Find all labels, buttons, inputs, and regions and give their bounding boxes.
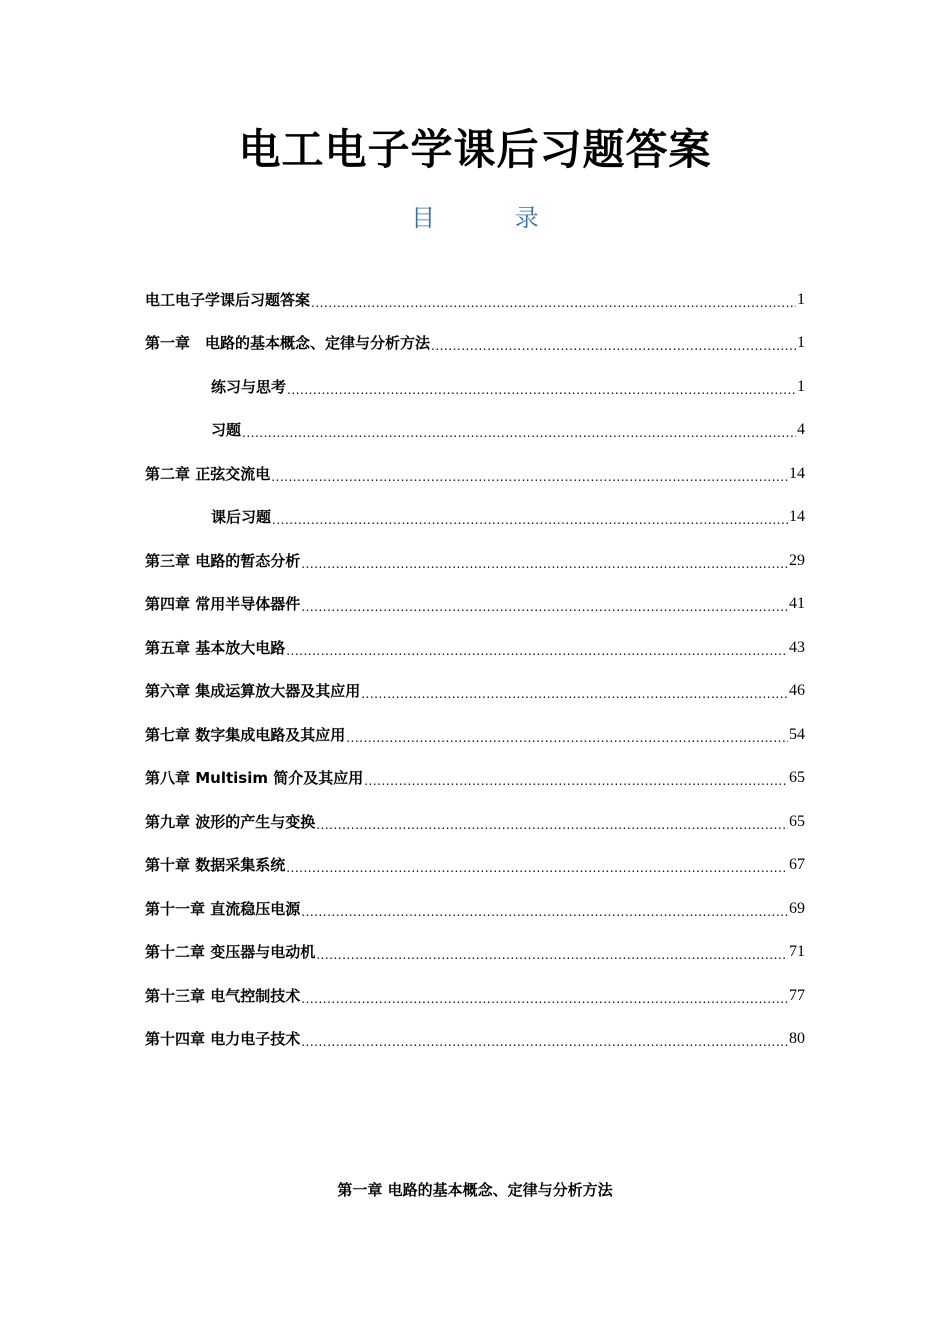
- table-of-contents: [145, 278, 805, 1061]
- toc-entry[interactable]: [145, 539, 805, 583]
- toc-entry-page: 71: [789, 943, 805, 961]
- toc-entry[interactable]: [145, 278, 805, 322]
- toc-entry[interactable]: [145, 322, 805, 366]
- toc-entry-page: 65: [789, 812, 805, 830]
- toc-entry-label: 第二章 正弦交流电: [145, 464, 271, 483]
- toc-entry-label: 第十章 数据采集系统: [145, 856, 286, 875]
- toc-entry-label: 第四章 常用半导体器件: [145, 595, 301, 614]
- toc-entry-page: 1: [797, 334, 805, 352]
- chapter-heading: 第一章 电路的基本概念、定律与分析方法: [337, 1181, 613, 1199]
- toc-entry-label: 习题: [211, 421, 242, 440]
- toc-entry-label: 第十三章 电气控制技术: [145, 986, 301, 1005]
- toc-entry[interactable]: [145, 844, 805, 888]
- toc-entry[interactable]: [145, 931, 805, 975]
- toc-entry[interactable]: [145, 757, 805, 801]
- toc-entry-page: 41: [789, 595, 805, 613]
- toc-entry-label: 第六章 集成运算放大器及其应用: [145, 682, 361, 701]
- toc-entry-page: 69: [789, 899, 805, 917]
- toc-subentry[interactable]: [145, 409, 805, 453]
- toc-leader-dots: [301, 901, 788, 923]
- toc-leader-dots: [311, 292, 796, 314]
- toc-entry-label: 第七章 数字集成电路及其应用: [145, 725, 346, 744]
- toc-entry-label: 课后习题: [211, 508, 272, 527]
- toc-leader-dots: [301, 988, 788, 1010]
- toc-entry-page: 43: [789, 638, 805, 656]
- toc-entry[interactable]: [145, 452, 805, 496]
- toc-leader-dots: [364, 770, 788, 792]
- toc-entry-page: 46: [789, 682, 805, 700]
- toc-leader-dots: [431, 335, 796, 357]
- toc-entry-page: 80: [789, 1030, 805, 1048]
- toc-entry-label: 第十四章 电力电子技术: [145, 1030, 301, 1049]
- toc-leader-dots: [301, 596, 788, 618]
- toc-entry-page: 29: [789, 551, 805, 569]
- toc-leader-dots: [361, 683, 788, 705]
- toc-entry-label: 第一章 电路的基本概念、定律与分析方法: [145, 334, 431, 353]
- toc-entry-label: 第十一章 直流稳压电源: [145, 899, 301, 918]
- toc-leader-dots: [286, 640, 788, 662]
- toc-entry[interactable]: [145, 1018, 805, 1062]
- toc-leader-dots: [316, 814, 788, 836]
- toc-entry-page: 67: [789, 856, 805, 874]
- toc-entry-label: 第八章 Multisim 简介及其应用: [145, 769, 364, 788]
- toc-subentry[interactable]: [145, 496, 805, 540]
- toc-leader-dots: [271, 466, 788, 488]
- toc-leader-dots: [301, 1031, 788, 1053]
- toc-entry-label: 第九章 波形的产生与变换: [145, 812, 316, 831]
- toc-entry[interactable]: [145, 713, 805, 757]
- toc-entry-page: 1: [797, 290, 805, 308]
- toc-entry[interactable]: [145, 626, 805, 670]
- toc-leader-dots: [242, 422, 796, 444]
- toc-leader-dots: [272, 509, 788, 531]
- page-title: 电工电子学课后习题答案: [238, 125, 712, 174]
- toc-entry-page: 54: [789, 725, 805, 743]
- toc-entry[interactable]: [145, 800, 805, 844]
- toc-entry-label: 第五章 基本放大电路: [145, 638, 286, 657]
- toc-entry-page: 14: [789, 508, 805, 526]
- toc-entry-page: 77: [789, 986, 805, 1004]
- toc-entry[interactable]: [145, 887, 805, 931]
- toc-entry[interactable]: [145, 670, 805, 714]
- toc-subentry[interactable]: [145, 365, 805, 409]
- toc-entry[interactable]: [145, 583, 805, 627]
- toc-entry-page: 4: [797, 421, 805, 439]
- toc-entry-label: 第三章 电路的暂态分析: [145, 551, 301, 570]
- toc-entry-label: 第十二章 变压器与电动机: [145, 943, 316, 962]
- toc-entry[interactable]: [145, 974, 805, 1018]
- toc-heading: 目 录: [411, 204, 575, 232]
- toc-leader-dots: [286, 857, 788, 879]
- toc-leader-dots: [346, 727, 788, 749]
- toc-entry-page: 65: [789, 769, 805, 787]
- toc-leader-dots: [316, 944, 788, 966]
- toc-entry-page: 1: [797, 377, 805, 395]
- toc-leader-dots: [287, 379, 796, 401]
- toc-entry-label: 练习与思考: [211, 377, 287, 396]
- toc-entry-label: 电工电子学课后习题答案: [145, 290, 311, 309]
- toc-leader-dots: [301, 553, 788, 575]
- toc-entry-page: 14: [789, 464, 805, 482]
